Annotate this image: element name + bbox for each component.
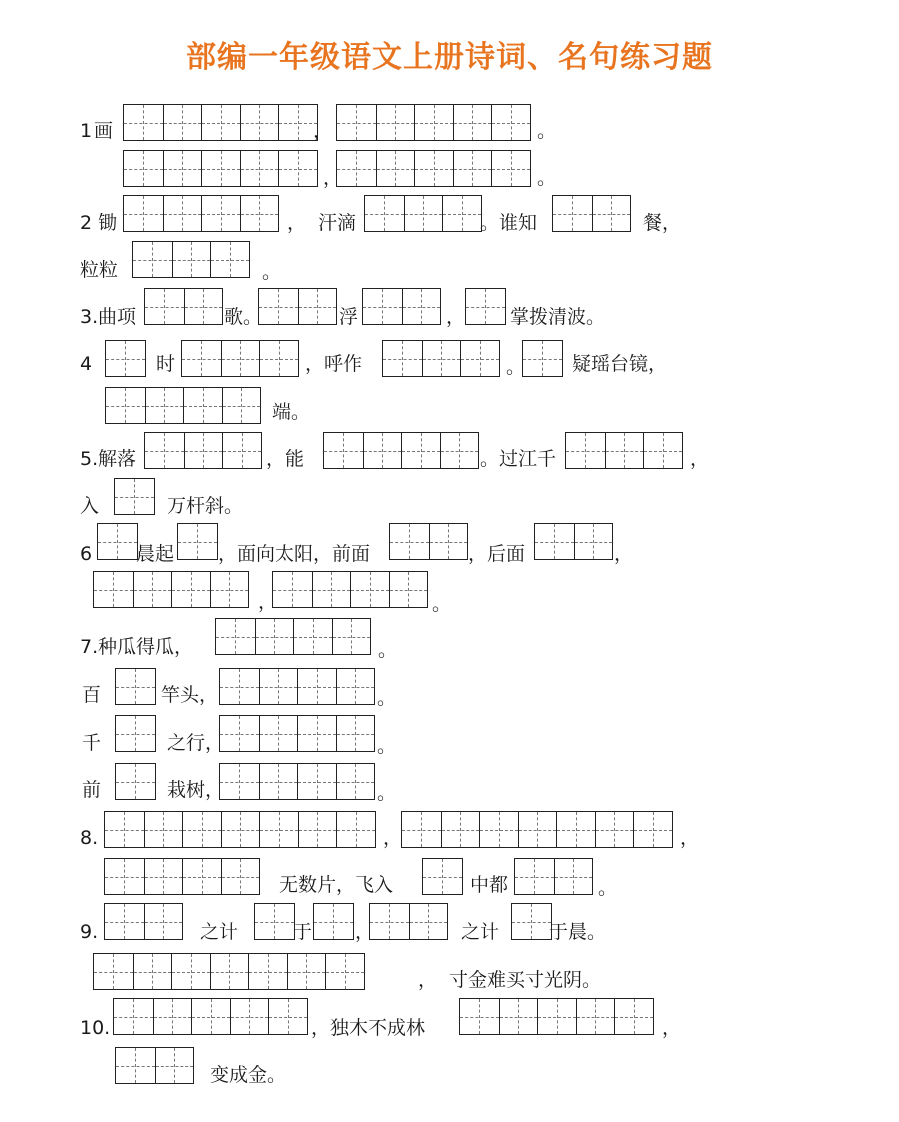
writing-cell[interactable] [460,999,499,1034]
q6-text-d: ， [614,543,634,565]
q4-answer-grid-2[interactable] [181,340,299,377]
q5-answer-grid-1[interactable] [144,432,262,469]
writing-cell[interactable] [336,716,375,751]
writing-cell[interactable] [144,904,183,939]
writing-cell[interactable] [297,669,336,704]
writing-cell[interactable] [293,619,332,654]
writing-cell[interactable] [298,812,337,847]
q2-text-e: 餐， [643,212,682,234]
writing-cell[interactable] [106,388,145,423]
q2-text-b: ， [287,212,307,234]
writing-cell[interactable] [145,433,184,468]
q9-answer-grid-6[interactable] [93,953,365,990]
q2-answer-grid-3[interactable] [552,195,631,232]
writing-cell[interactable] [595,812,634,847]
writing-cell[interactable] [297,764,336,799]
q10-text-b: ， [662,1017,682,1039]
q4-text-e: 端。 [272,401,311,423]
writing-cell[interactable] [314,904,353,939]
writing-cell[interactable] [336,764,375,799]
writing-cell[interactable] [155,1048,194,1083]
q1-answer-grid-3[interactable] [123,150,318,187]
q9-answer-grid-2[interactable] [254,903,295,940]
writing-cell[interactable] [287,954,326,989]
writing-cell[interactable] [337,151,376,186]
writing-cell[interactable] [201,151,240,186]
q2-text-f: 粒粒 [80,259,119,281]
q1-answer-grid-1[interactable] [123,104,318,141]
q2-answer-grid-1[interactable] [123,195,279,232]
writing-cell[interactable] [124,196,163,231]
q7-text-j: 栽树， [167,779,225,801]
q1-number: 1 [80,120,93,142]
q7-answer-grid-1[interactable] [215,618,371,655]
q2-answer-grid-2[interactable] [364,195,482,232]
q6-text-f: 。 [432,593,452,615]
q6-text-a: 晨起 [136,543,175,565]
q1-answer-grid-2[interactable] [336,104,531,141]
writing-cell[interactable] [278,151,317,186]
writing-cell[interactable] [566,433,605,468]
q10-answer-grid-2[interactable] [459,998,654,1035]
writing-cell[interactable] [441,812,480,847]
writing-cell[interactable] [94,572,133,607]
q7-text-b: 。 [378,639,398,661]
writing-cell[interactable] [153,999,192,1034]
q10-text-c: 变成金。 [210,1064,287,1086]
writing-cell[interactable] [171,572,210,607]
writing-cell[interactable] [105,812,144,847]
q6-answer-grid-2[interactable] [177,523,218,560]
writing-cell[interactable] [230,999,269,1034]
writing-cell[interactable] [423,859,462,894]
writing-cell[interactable] [429,524,468,559]
q5-text-c: 。过江千 [480,448,557,470]
writing-cell[interactable] [259,812,298,847]
writing-cell[interactable] [255,619,294,654]
writing-cell[interactable] [145,388,184,423]
writing-cell[interactable] [491,151,530,186]
writing-cell[interactable] [221,812,260,847]
writing-cell[interactable] [220,669,259,704]
writing-cell[interactable] [337,105,376,140]
writing-cell[interactable] [94,954,133,989]
writing-cell[interactable] [133,954,172,989]
writing-cell[interactable] [332,619,371,654]
writing-cell[interactable] [440,433,479,468]
q4-text-d: 疑瑶台镜， [572,353,668,375]
writing-cell[interactable] [535,524,574,559]
writing-cell[interactable] [116,669,155,704]
writing-cell[interactable] [220,716,259,751]
writing-cell[interactable] [240,105,279,140]
q5-text-d: ， [690,448,710,470]
q1-text-b: ， [313,120,333,142]
q10-number: 10. [80,1017,111,1039]
writing-cell[interactable] [172,242,211,277]
q9-text-a: 之计 [200,921,239,943]
q7-text-g: 之行， [167,732,225,754]
q5-text-b: ，能 [266,448,305,470]
writing-cell[interactable] [182,859,221,894]
writing-cell[interactable] [221,859,260,894]
q8-text-a: ， [383,827,403,849]
q2-text-c: 汗滴 [318,212,357,234]
q5-text-a: 解落 [98,448,137,470]
writing-cell[interactable] [248,954,287,989]
writing-cell[interactable] [144,812,183,847]
q9-answer-grid-5[interactable] [511,903,552,940]
writing-cell[interactable] [278,105,317,140]
writing-cell[interactable] [163,151,202,186]
writing-cell[interactable] [363,289,402,324]
writing-cell[interactable] [240,196,279,231]
writing-cell[interactable] [460,341,499,376]
writing-cell[interactable] [210,954,249,989]
q2-answer-grid-4[interactable] [132,241,250,278]
writing-cell[interactable] [523,341,562,376]
q8-text-c: 无数片，飞入 [279,874,394,896]
writing-cell[interactable] [491,105,530,140]
writing-cell[interactable] [422,341,461,376]
q8-text-d: 中都 [470,874,509,896]
writing-cell[interactable] [133,572,172,607]
q4-text-c: 。 [506,356,526,378]
writing-cell[interactable] [350,572,389,607]
writing-cell[interactable] [499,999,538,1034]
q1-text-a: 画 [94,120,114,142]
writing-cell[interactable] [383,341,422,376]
writing-cell[interactable] [643,433,682,468]
writing-cell[interactable] [182,341,221,376]
q7-answer-grid-3[interactable] [219,668,375,705]
q8-answer-grid-3[interactable] [104,858,260,895]
writing-cell[interactable] [324,433,363,468]
q4-answer-grid-3[interactable] [382,340,500,377]
writing-cell[interactable] [259,716,298,751]
writing-cell[interactable] [144,859,183,894]
writing-cell[interactable] [453,105,492,140]
writing-cell[interactable] [518,812,557,847]
writing-cell[interactable] [171,954,210,989]
q7-text-h: 。 [377,735,397,757]
writing-cell[interactable] [183,388,222,423]
writing-cell[interactable] [216,619,255,654]
q5-text-f: 万杆斜。 [167,495,244,517]
q10-text-a: ，独木不成林 [311,1017,426,1039]
q7-answer-grid-6[interactable] [115,763,156,800]
writing-cell[interactable] [124,105,163,140]
writing-cell[interactable] [184,289,223,324]
writing-cell[interactable] [297,716,336,751]
q5-number: 5. [80,448,99,470]
q7-number: 7. [80,636,99,658]
writing-cell[interactable] [115,479,154,514]
q8-answer-grid-5[interactable] [514,858,593,895]
q8-text-b: ， [680,827,700,849]
q8-answer-grid-2[interactable] [401,811,673,848]
writing-cell[interactable] [336,669,375,704]
writing-cell[interactable] [210,242,249,277]
writing-cell[interactable] [414,151,453,186]
q8-answer-grid-4[interactable] [422,858,463,895]
writing-cell[interactable] [116,716,155,751]
q4-text-b: ，呼作 [305,353,363,375]
writing-cell[interactable] [592,196,631,231]
q7-answer-grid-5[interactable] [219,715,375,752]
q9-text-c: ， [355,921,375,943]
q4-answer-grid-1[interactable] [105,340,146,377]
writing-cell[interactable] [365,196,404,231]
writing-cell[interactable] [466,289,505,324]
writing-cell[interactable] [404,196,443,231]
q5-text-e: 入 [80,495,100,517]
q2-number: 2 [80,212,93,234]
writing-cell[interactable] [576,999,615,1034]
q3-text-c: 浮 [339,306,359,328]
writing-cell[interactable] [633,812,672,847]
q9-text-b: 于 [293,921,313,943]
writing-cell[interactable] [376,151,415,186]
q9-answer-grid-4[interactable] [369,903,448,940]
q8-number: 8. [80,827,99,849]
q9-number: 9. [80,921,99,943]
q1-text-e: 。 [537,167,557,189]
q3-text-a: 曲项 [98,306,137,328]
writing-cell[interactable] [574,524,613,559]
writing-cell[interactable] [259,341,298,376]
q7-answer-grid-4[interactable] [115,715,156,752]
q1-text-d: ， [323,167,343,189]
q6-text-e: ， [258,591,278,613]
writing-cell[interactable] [201,105,240,140]
writing-cell[interactable] [182,812,221,847]
q1-answer-grid-4[interactable] [336,150,531,187]
q3-text-e: 掌拨清波。 [510,306,606,328]
writing-cell[interactable] [184,433,223,468]
q7-text-f: 千 [82,732,102,754]
writing-cell[interactable] [479,812,518,847]
q3-answer-grid-3[interactable] [362,288,441,325]
q7-text-e: 。 [377,687,397,709]
q6-answer-grid-6[interactable] [272,571,428,608]
writing-cell[interactable] [106,341,145,376]
writing-cell[interactable] [402,812,441,847]
q7-answer-grid-2[interactable] [115,668,156,705]
writing-cell[interactable] [401,433,440,468]
q9-text-e: 于晨。 [549,921,607,943]
q7-text-i: 前 [82,779,102,801]
writing-cell[interactable] [145,289,184,324]
writing-cell[interactable] [240,151,279,186]
q9-text-d: 之计 [461,921,500,943]
writing-cell[interactable] [553,196,592,231]
writing-cell[interactable] [325,954,364,989]
q3-text-b: 歌。 [224,306,263,328]
writing-cell[interactable] [370,904,409,939]
q3-number: 3. [80,306,99,328]
writing-cell[interactable] [116,1048,155,1083]
page-title: 部编一年级语文上册诗词、名句练习题 [186,40,713,75]
writing-cell[interactable] [376,105,415,140]
q3-answer-grid-2[interactable] [258,288,337,325]
writing-cell[interactable] [259,764,298,799]
q9-answer-grid-1[interactable] [104,903,183,940]
writing-cell[interactable] [191,999,230,1034]
writing-cell[interactable] [116,764,155,799]
q10-answer-grid-3[interactable] [115,1047,194,1084]
writing-cell[interactable] [222,388,261,423]
writing-cell[interactable] [105,859,144,894]
writing-cell[interactable] [298,289,337,324]
q8-text-e: 。 [598,877,618,899]
writing-cell[interactable] [402,289,441,324]
q2-text-a: 锄 [98,212,118,234]
q9-text-g: 寸金难买寸光阴。 [449,969,602,991]
q6-text-c: ，后面 [468,543,526,565]
writing-cell[interactable] [554,859,593,894]
writing-cell[interactable] [389,572,428,607]
writing-cell[interactable] [259,289,298,324]
q10-answer-grid-1[interactable] [113,998,308,1035]
q6-answer-grid-3[interactable] [389,523,468,560]
q7-text-c: 百 [82,684,102,706]
writing-cell[interactable] [124,151,163,186]
q5-answer-grid-2[interactable] [323,432,479,469]
writing-cell[interactable] [133,242,172,277]
writing-cell[interactable] [409,904,448,939]
q6-number: 6 [80,543,93,565]
writing-cell[interactable] [163,105,202,140]
q6-text-b: ，面向太阳，前面 [218,543,371,565]
writing-cell[interactable] [178,524,217,559]
q6-answer-grid-1[interactable] [97,523,138,560]
q4-answer-grid-5[interactable] [105,387,261,424]
writing-cell[interactable] [222,433,261,468]
q7-text-a: 种瓜得瓜， [98,636,194,658]
writing-cell[interactable] [556,812,595,847]
q2-text-g: 。 [262,261,282,283]
writing-cell[interactable] [453,151,492,186]
q1-text-c: 。 [537,120,557,142]
writing-cell[interactable] [442,196,481,231]
q4-number: 4 [80,353,93,375]
q3-text-d: ， [446,306,466,328]
writing-cell[interactable] [221,341,260,376]
writing-cell[interactable] [312,572,351,607]
writing-cell[interactable] [259,669,298,704]
q3-answer-grid-4[interactable] [465,288,506,325]
writing-cell[interactable] [515,859,554,894]
q4-text-a: 时 [156,353,176,375]
writing-cell[interactable] [390,524,429,559]
writing-cell[interactable] [98,524,137,559]
writing-cell[interactable] [537,999,576,1034]
writing-cell[interactable] [512,904,551,939]
q6-answer-grid-4[interactable] [534,523,613,560]
writing-cell[interactable] [363,433,402,468]
writing-cell[interactable] [414,105,453,140]
q5-answer-grid-3[interactable] [565,432,683,469]
writing-cell[interactable] [220,764,259,799]
writing-cell[interactable] [336,812,375,847]
q5-answer-grid-4[interactable] [114,478,155,515]
q9-answer-grid-3[interactable] [313,903,354,940]
writing-cell[interactable] [268,999,307,1034]
q6-answer-grid-5[interactable] [93,571,249,608]
writing-cell[interactable] [273,572,312,607]
q7-text-d: 竿头， [161,684,219,706]
writing-cell[interactable] [614,999,653,1034]
writing-cell[interactable] [105,904,144,939]
q8-answer-grid-1[interactable] [104,811,376,848]
q3-answer-grid-1[interactable] [144,288,223,325]
writing-cell[interactable] [114,999,153,1034]
q9-text-f: ， [418,969,438,991]
q7-answer-grid-7[interactable] [219,763,375,800]
writing-cell[interactable] [163,196,202,231]
writing-cell[interactable] [201,196,240,231]
q7-text-k: 。 [377,782,397,804]
writing-cell[interactable] [605,433,644,468]
q2-text-d: 。谁知 [480,212,538,234]
q4-answer-grid-4[interactable] [522,340,563,377]
writing-cell[interactable] [210,572,249,607]
writing-cell[interactable] [255,904,294,939]
